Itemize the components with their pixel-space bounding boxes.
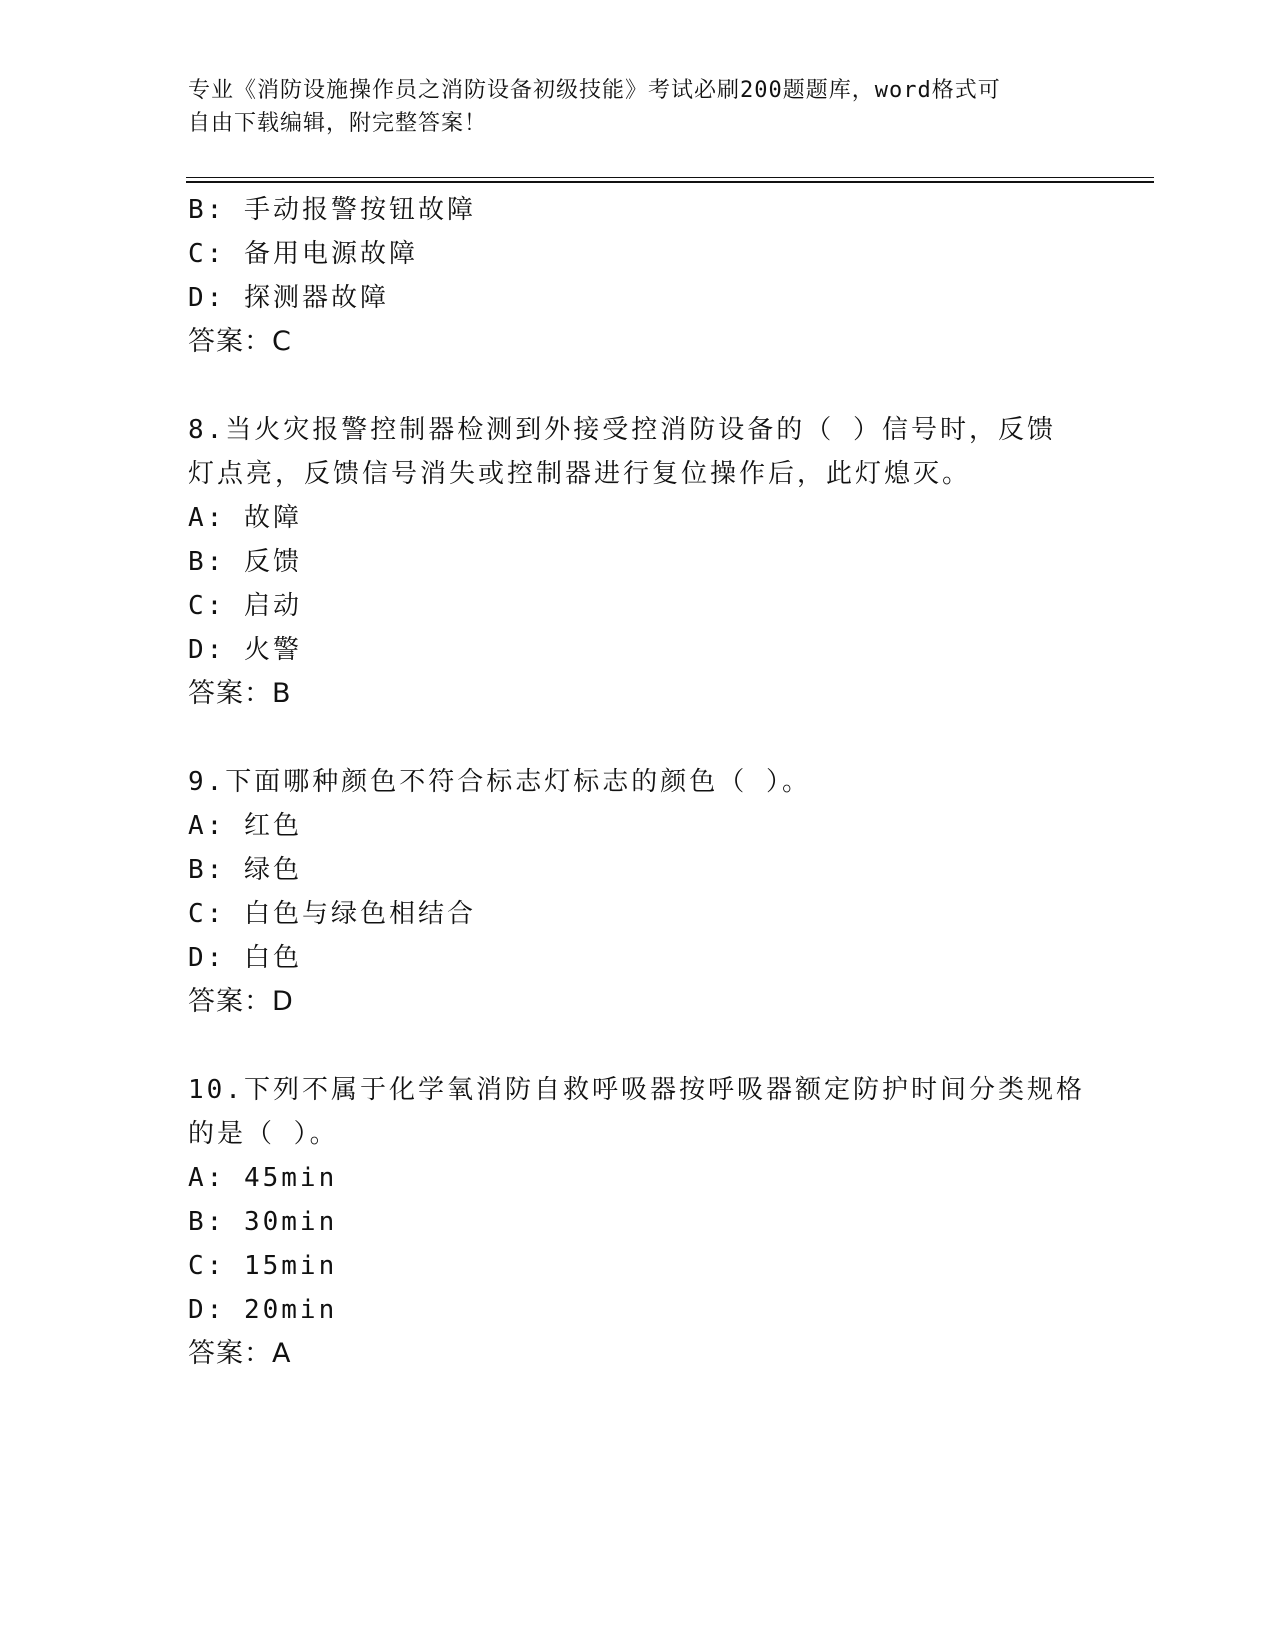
header-line-2: 自由下载编辑，附完整答案！ (188, 111, 488, 136)
q8-option-c: C: 启动 (188, 591, 302, 621)
q9-option-a: A: 红色 (188, 811, 302, 841)
q8-stem-line-2: 灯点亮，反馈信号消失或控制器进行复位操作后，此灯熄灭。 (188, 459, 972, 489)
q7-answer: 答案：C (188, 326, 292, 357)
q10-stem-line-2: 的是（ ）。 (188, 1119, 339, 1149)
q8-option-d: D: 火警 (188, 635, 302, 665)
q7-option-c: C: 备用电源故障 (188, 239, 418, 269)
q8-option-a: A: 故障 (188, 503, 302, 533)
q10-stem-line-1: 10.下列不属于化学氧消防自救呼吸器按呼吸器额定防护时间分类规格 (188, 1075, 1085, 1105)
q10-option-a: A: 45min (188, 1163, 338, 1193)
q8-answer: 答案：B (188, 678, 292, 709)
q9-stem-line-1: 9.下面哪种颜色不符合标志灯标志的颜色（ ）。 (188, 767, 811, 797)
q9-option-b: B: 绿色 (188, 855, 302, 885)
q9-option-c: C: 白色与绿色相结合 (188, 899, 476, 929)
q10-option-c: C: 15min (188, 1251, 338, 1281)
q7-option-b: B: 手动报警按钮故障 (188, 195, 476, 225)
q8-stem-line-1: 8.当火灾报警控制器检测到外接受控消防设备的（ ）信号时，反馈 (188, 415, 1056, 445)
q10-option-b: B: 30min (188, 1207, 338, 1237)
q8-option-b: B: 反馈 (188, 547, 302, 577)
q10-answer: 答案：A (188, 1338, 292, 1369)
q7-option-d: D: 探测器故障 (188, 283, 389, 313)
header-divider-thin (186, 177, 1154, 178)
header-divider-thick (186, 181, 1154, 183)
q10-option-d: D: 20min (188, 1295, 338, 1325)
header-line-1: 专业《消防设施操作员之消防设备初级技能》考试必刷200题题库，word格式可 (188, 78, 1001, 103)
q9-answer: 答案：D (188, 986, 294, 1017)
document-header (188, 74, 1068, 140)
q9-option-d: D: 白色 (188, 943, 302, 973)
